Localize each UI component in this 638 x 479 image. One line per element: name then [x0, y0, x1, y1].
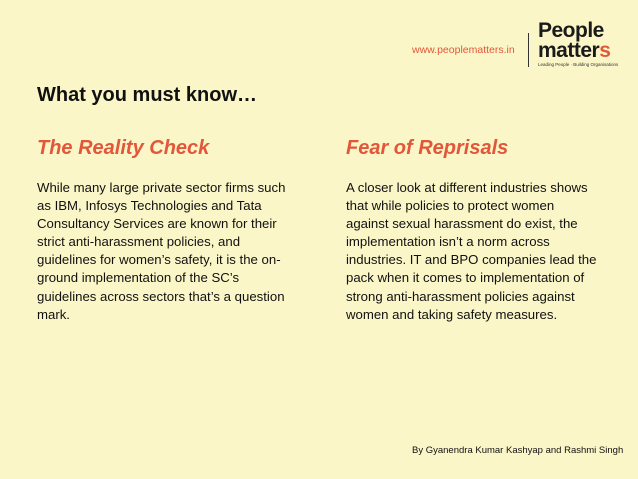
fear-of-reprisals-heading: Fear of Reprisals [346, 137, 509, 159]
author-byline: By Gyanendra Kumar Kashyap and Rashmi Singh [412, 445, 624, 456]
logo-word-matters-main: matter [538, 39, 600, 62]
reality-check-body: While many large private sector firms such as IBM, Infosys Technologies and Tata Consultancy Services are known for their strict anti-harassment policies, and guidelines for women’s safety, it is the on-ground implementation of the SC’s guidelines across sectors that’s a question mark. [37, 180, 286, 322]
reality-check-heading: The Reality Check [37, 137, 210, 159]
fear-of-reprisals-body: A closer look at different industries shows that while policies to protect women against sexual harassment do exist, the implementation isn’t a norm across industries. IT and BPO companies lead the pack when it comes to implementation of strong anti-harassment policies against women and taking safety measures. [346, 180, 597, 322]
website-url[interactable]: www.peoplematters.in [412, 44, 515, 56]
people-matters-logo [538, 21, 633, 67]
logo-divider [528, 33, 529, 67]
logo-word-matters [538, 41, 633, 61]
logo-word-matters-accent: s [599, 39, 611, 62]
logo-word-people: People [538, 19, 604, 42]
page-title: What you must know… [37, 84, 257, 106]
logo-tagline: Leading People · Building Organisations [538, 62, 619, 67]
